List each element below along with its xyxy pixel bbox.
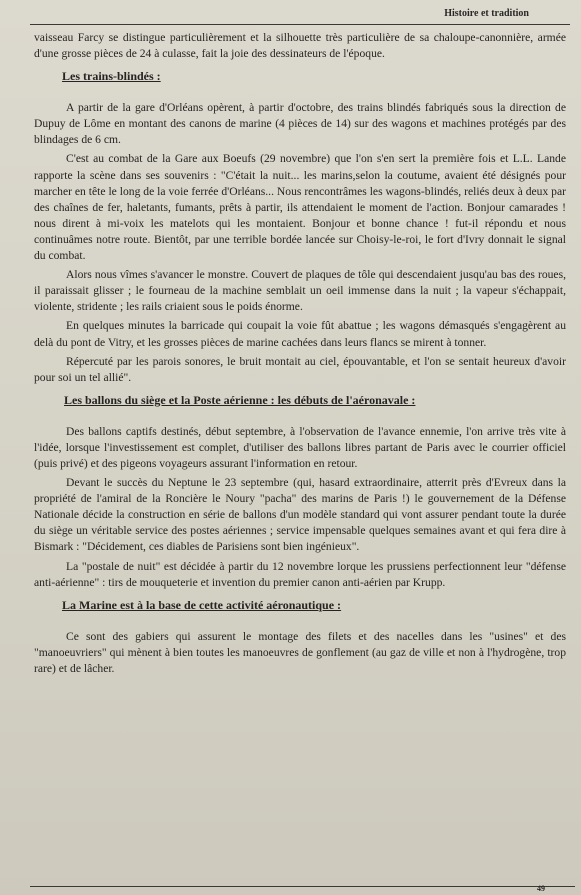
paragraph: A partir de la gare d'Orléans opèrent, à partir d'octobre, des trains blindés fabriqués sous la direction de Dupuy de Lôme en montant des canons de marine (4 pièces de 14) sur des wagons et machines protégés par des blindages de 6 cm. [34,101,566,147]
paragraph: Devant le succès du Neptune le 23 septembre (qui, hasard extraordinaire, atterrit près d'Evreux dans la propriété de l'amiral de la Roncière le Noury "pacha" des marins de Paris !) le gouvernement de la Défense Nationale décide la construction en série de ballons d'un modèle standard qui vont assurer pendant toute la durée du siège un véritable service des postes aériennes ; service impensable quelques semaines avant et qui fera dire à Bismark : "Décidement, ces diables de Parisiens sont bien ingénieux". [34,476,566,554]
section-heading-trains-blindes: Les trains-blindés : [62,69,161,84]
header-rule [30,24,570,25]
paragraph: C'est au combat de la Gare aux Boeufs (29 novembre) que l'on s'en sert la première fois et L.L. Lande rapporte la scène dans ses souvenirs : "C'était la nuit... les marins,selon la coutume, avaient été désignés pour marcher en tête le long de la voie ferrée d'Orléans... Nous rencontrâmes les wagons-blindés, reliés deux à deux par des chaînes de fer, haletants, fumants, prêts à partir, ils attendaient le moment de l'action. Bonjour camarades ! nous dirent à mi-voix les matelots qui les montaient. Bonjour et bonne chance ! fut-il répondu et nous continuâmes notre route. Bientôt, par une terrible bordée lancée sur Choisy-le-roi, le fort d'Ivry donnait le signal du combat. [34,152,566,263]
intro-paragraph: vaisseau Farcy se distingue particulièrement et la silhouette très particulière de sa chaloupe-canonnière, armée d'une grosse pièces de 24 à culasse, fait la joie des dessinateurs de l'époque. [34,31,566,61]
footer-rule [30,886,575,887]
paragraph: En quelques minutes la barricade qui coupait la voie fût abattue ; les wagons démasqués s'engagèrent au delà du pont de Vitry, et les grosses pièces de marine cachées dans leurs flancs se mirent à tonner. [34,319,566,349]
page-body [34,30,566,680]
page-number: 49 [537,884,545,893]
paragraph: Alors nous vîmes s'avancer le monstre. Couvert de plaques de tôle qui descendaient jusqu'au bas des roues, il paraissait glisser ; le fourneau de la machine semblait un oeil immense dans la nuit ; la vapeur s'échappait, violente, stridente ; les rails criaient sous le poids énorme. [34,268,566,314]
paragraph: Ce sont des gabiers qui assurent le montage des filets et des nacelles dans les "usines" et des "manoeuvriers" qui mènent à bien toutes les manoeuvres de gonflement (au gaz de ville et non à l'hydrogène, trop rare) et de lâcher. [34,629,566,675]
section-heading-ballons: Les ballons du siège et la Poste aérienne : les débuts de l'aéronavale : [64,392,416,407]
paragraph: Répercuté par les parois sonores, le bruit montait au ciel, épouvantable, et l'on se sentait heureux d'avoir pour soi un tel allié". [34,354,566,384]
paragraph: Des ballons captifs destinés, début septembre, à l'observation de l'avance ennemie, l'on arrive très vite à l'idée, lorsque l'investissement est complet, d'utiliser des ballons libres partant de Paris avec le courrier officiel (puis privé) et des pigeons voyageurs assurant l'information en retour. [34,424,566,470]
section-heading-marine: La Marine est à la base de cette activité aéronautique : [62,597,342,612]
paragraph: La "postale de nuit" est décidée à partir du 12 novembre lorque les prussiens perfectionnent leur "défense anti-aérienne" : tirs de mouqueterie et invention du premier canon anti-aérien par Krupp. [34,559,566,589]
running-head: Histoire et tradition [444,8,529,19]
